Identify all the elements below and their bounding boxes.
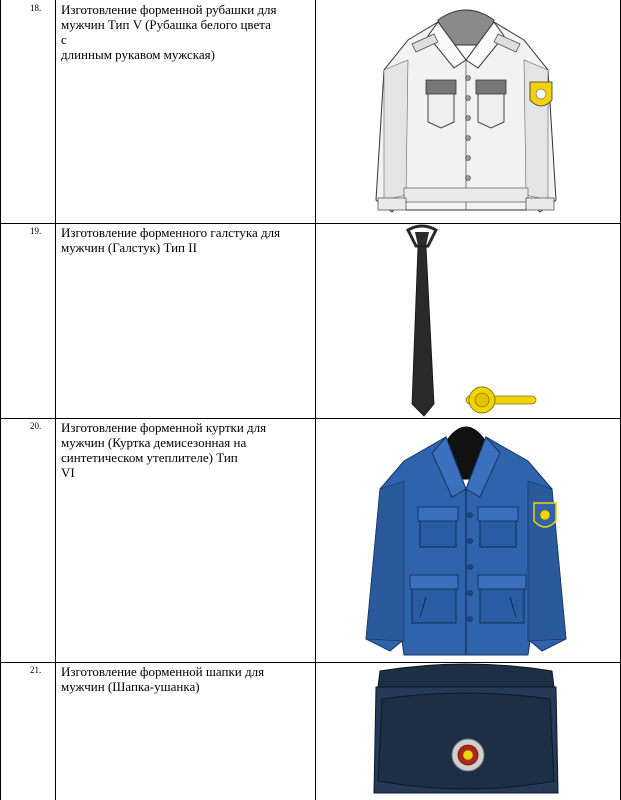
row-description: Изготовление форменного галстука для мужчин (Галстук) Тип II [61,225,281,255]
row-number: 18. [30,3,42,13]
winter-hat-image [316,663,621,800]
table-row [0,419,621,662]
row-description: Изготовление форменной куртки для мужчин (Куртка демисезонная на синтетическом утеплителе) Тип VI [61,420,267,480]
row-number: 21. [30,665,42,675]
table-row [0,224,621,418]
row-number: 20. [30,421,42,431]
table-row [0,0,621,223]
row-description: Изготовление форменной шапки для мужчин (Шапка-ушанка) [61,664,265,694]
white-shirt-image [316,0,621,223]
table-row [0,663,621,800]
blue-jacket-image [316,419,621,662]
tie-image [316,224,621,418]
row-description: Изготовление форменной рубашки для мужчин Тип V (Рубашка белого цвета с длинным рукавом мужская) [61,2,277,62]
row-number: 19. [30,226,42,236]
